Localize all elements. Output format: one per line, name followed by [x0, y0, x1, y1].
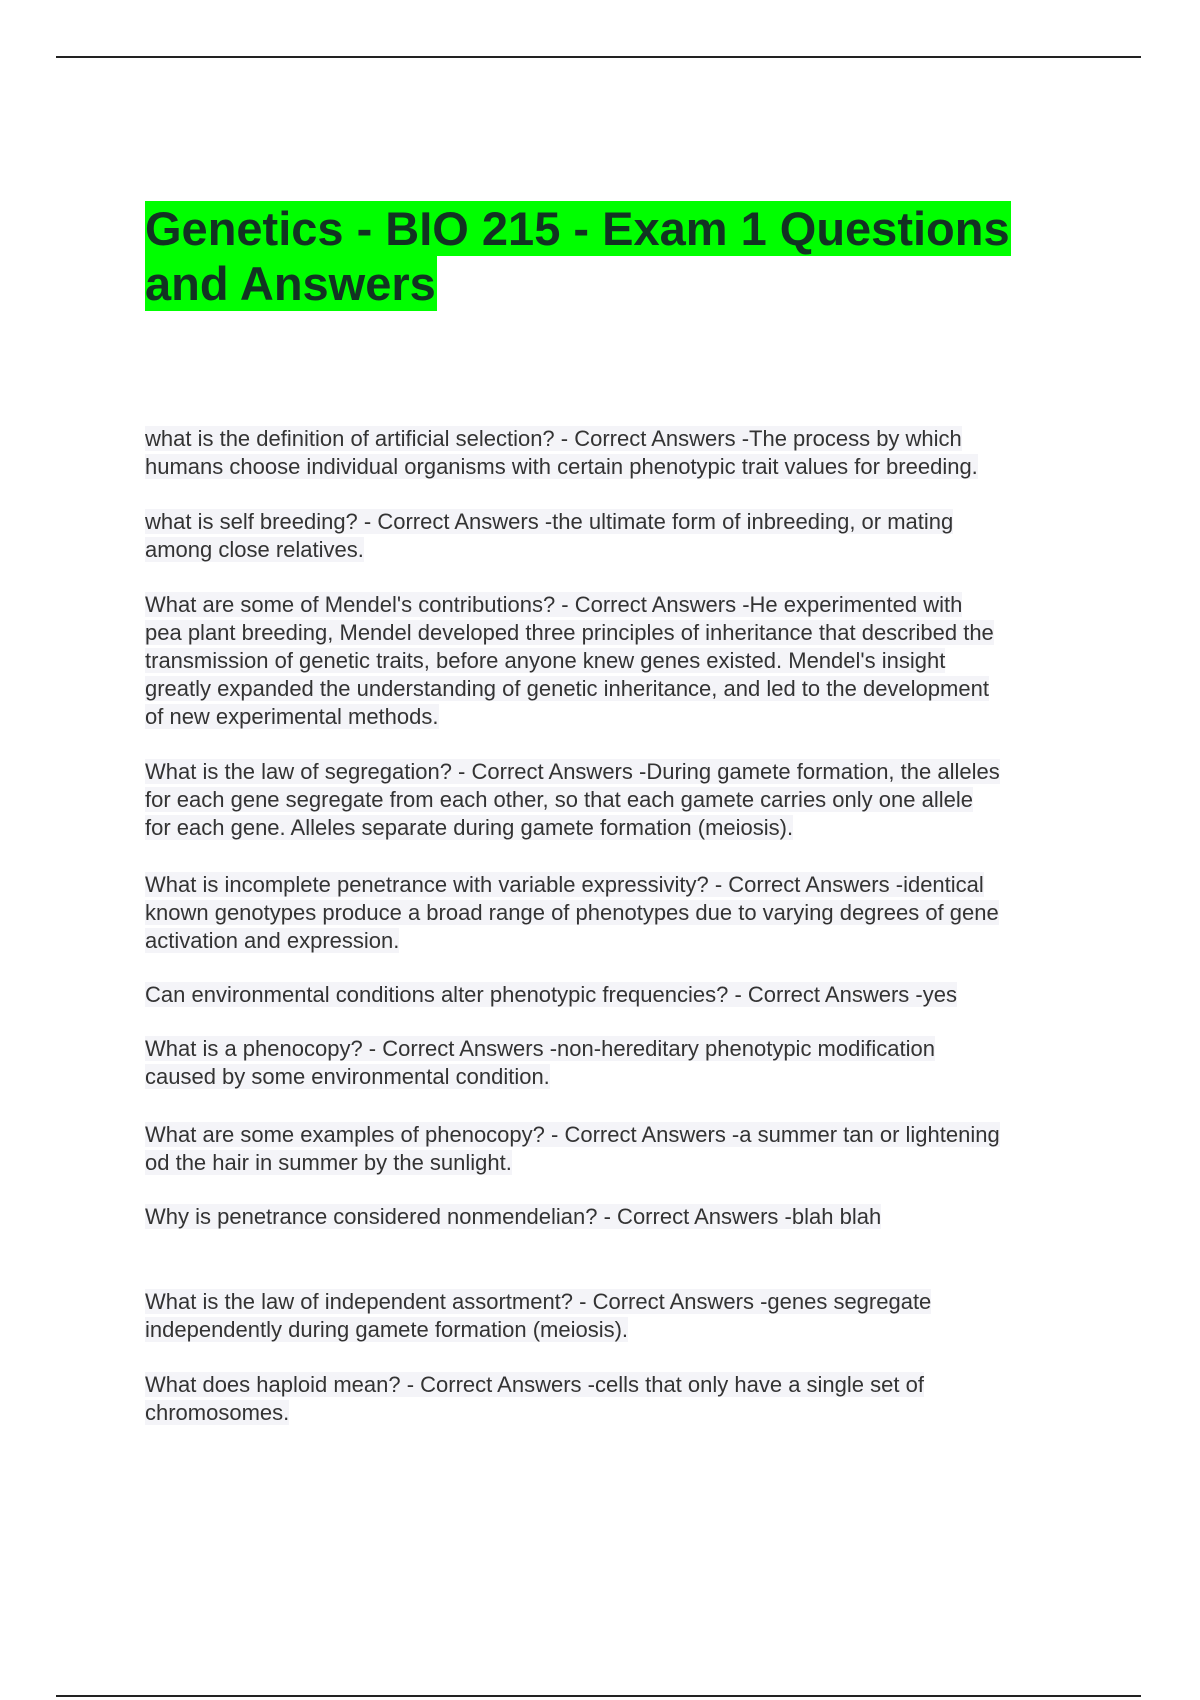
qa-line [145, 1121, 1000, 1149]
qa-line-text: od the hair in summer by the sunlight. [145, 1150, 512, 1175]
qa-item [145, 1288, 931, 1344]
title-line: Genetics - BIO 215 - Exam 1 Questions [145, 202, 1010, 255]
qa-line-text: Why is penetrance considered nonmendelian? - Correct Answers -blah blah [145, 1204, 882, 1229]
qa-line [145, 899, 999, 927]
qa-line [145, 758, 1000, 786]
qa-item [145, 1371, 924, 1427]
qa-line-text: What is incomplete penetrance with variable expressivity? - Correct Answers -identical [145, 872, 984, 897]
qa-line-text: transmission of genetic traits, before anyone knew genes existed. Mendel's insight [145, 648, 946, 673]
bottom-rule [56, 1695, 1141, 1697]
qa-item [145, 981, 957, 1009]
qa-line [145, 425, 978, 453]
qa-line-text: for each gene segregate from each other, so that each gamete carries only one allele [145, 787, 973, 812]
top-rule [56, 56, 1141, 58]
qa-item [145, 591, 994, 731]
title-line: and Answers [145, 257, 436, 310]
qa-line [145, 703, 994, 731]
qa-line [145, 1063, 935, 1091]
qa-line [145, 591, 994, 619]
qa-item [145, 1121, 1000, 1177]
qa-line-text: among close relatives. [145, 537, 364, 562]
qa-line [145, 1035, 935, 1063]
document-title [145, 201, 1011, 311]
qa-line [145, 1316, 931, 1344]
qa-line-text: what is self breeding? - Correct Answers -the ultimate form of inbreeding, or mating [145, 509, 954, 534]
qa-item [145, 871, 999, 955]
qa-line-text: of new experimental methods. [145, 704, 439, 729]
qa-line [145, 927, 999, 955]
qa-line-text: what is the definition of artificial selection? - Correct Answers -The process by which [145, 426, 962, 451]
qa-item [145, 508, 953, 564]
qa-line-text: activation and expression. [145, 928, 400, 953]
qa-line [145, 1371, 924, 1399]
qa-line-text: greatly expanded the understanding of genetic inheritance, and led to the development [145, 676, 989, 701]
qa-item [145, 1035, 935, 1091]
qa-line-text: known genotypes produce a broad range of phenotypes due to varying degrees of gene [145, 900, 999, 925]
qa-line-text: humans choose individual organisms with certain phenotypic trait values for breeding. [145, 454, 978, 479]
qa-line [145, 871, 999, 899]
qa-line [145, 1149, 1000, 1177]
qa-item [145, 1203, 881, 1231]
qa-line-text: What is the law of segregation? - Correct Answers -During gamete formation, the alleles [145, 759, 1000, 784]
qa-line [145, 814, 1000, 842]
qa-line-text: chromosomes. [145, 1400, 290, 1425]
qa-line-text: What are some examples of phenocopy? - Correct Answers -a summer tan or lightening [145, 1122, 1000, 1147]
qa-line [145, 647, 994, 675]
qa-line [145, 1399, 924, 1427]
qa-line [145, 1288, 931, 1316]
qa-line-text: What are some of Mendel's contributions? - Correct Answers -He experimented with [145, 592, 963, 617]
qa-line-text: Can environmental conditions alter phenotypic frequencies? - Correct Answers -yes [145, 982, 957, 1007]
qa-line [145, 453, 978, 481]
qa-line-text: caused by some environmental condition. [145, 1064, 550, 1089]
qa-line [145, 1203, 881, 1231]
qa-line-text: pea plant breeding, Mendel developed three principles of inheritance that described the [145, 620, 994, 645]
qa-line [145, 981, 957, 1009]
qa-item [145, 758, 1000, 842]
qa-line-text: What does haploid mean? - Correct Answers -cells that only have a single set of [145, 1372, 924, 1397]
qa-line [145, 508, 953, 536]
qa-line-text: independently during gamete formation (meiosis). [145, 1317, 629, 1342]
qa-item [145, 425, 978, 481]
qa-line [145, 786, 1000, 814]
qa-line-text: What is a phenocopy? - Correct Answers -non-hereditary phenotypic modification [145, 1036, 935, 1061]
qa-line [145, 675, 994, 703]
qa-line [145, 536, 953, 564]
qa-line [145, 619, 994, 647]
qa-line-text: for each gene. Alleles separate during gamete formation (meiosis). [145, 815, 794, 840]
qa-line-text: What is the law of independent assortment? - Correct Answers -genes segregate [145, 1289, 932, 1314]
